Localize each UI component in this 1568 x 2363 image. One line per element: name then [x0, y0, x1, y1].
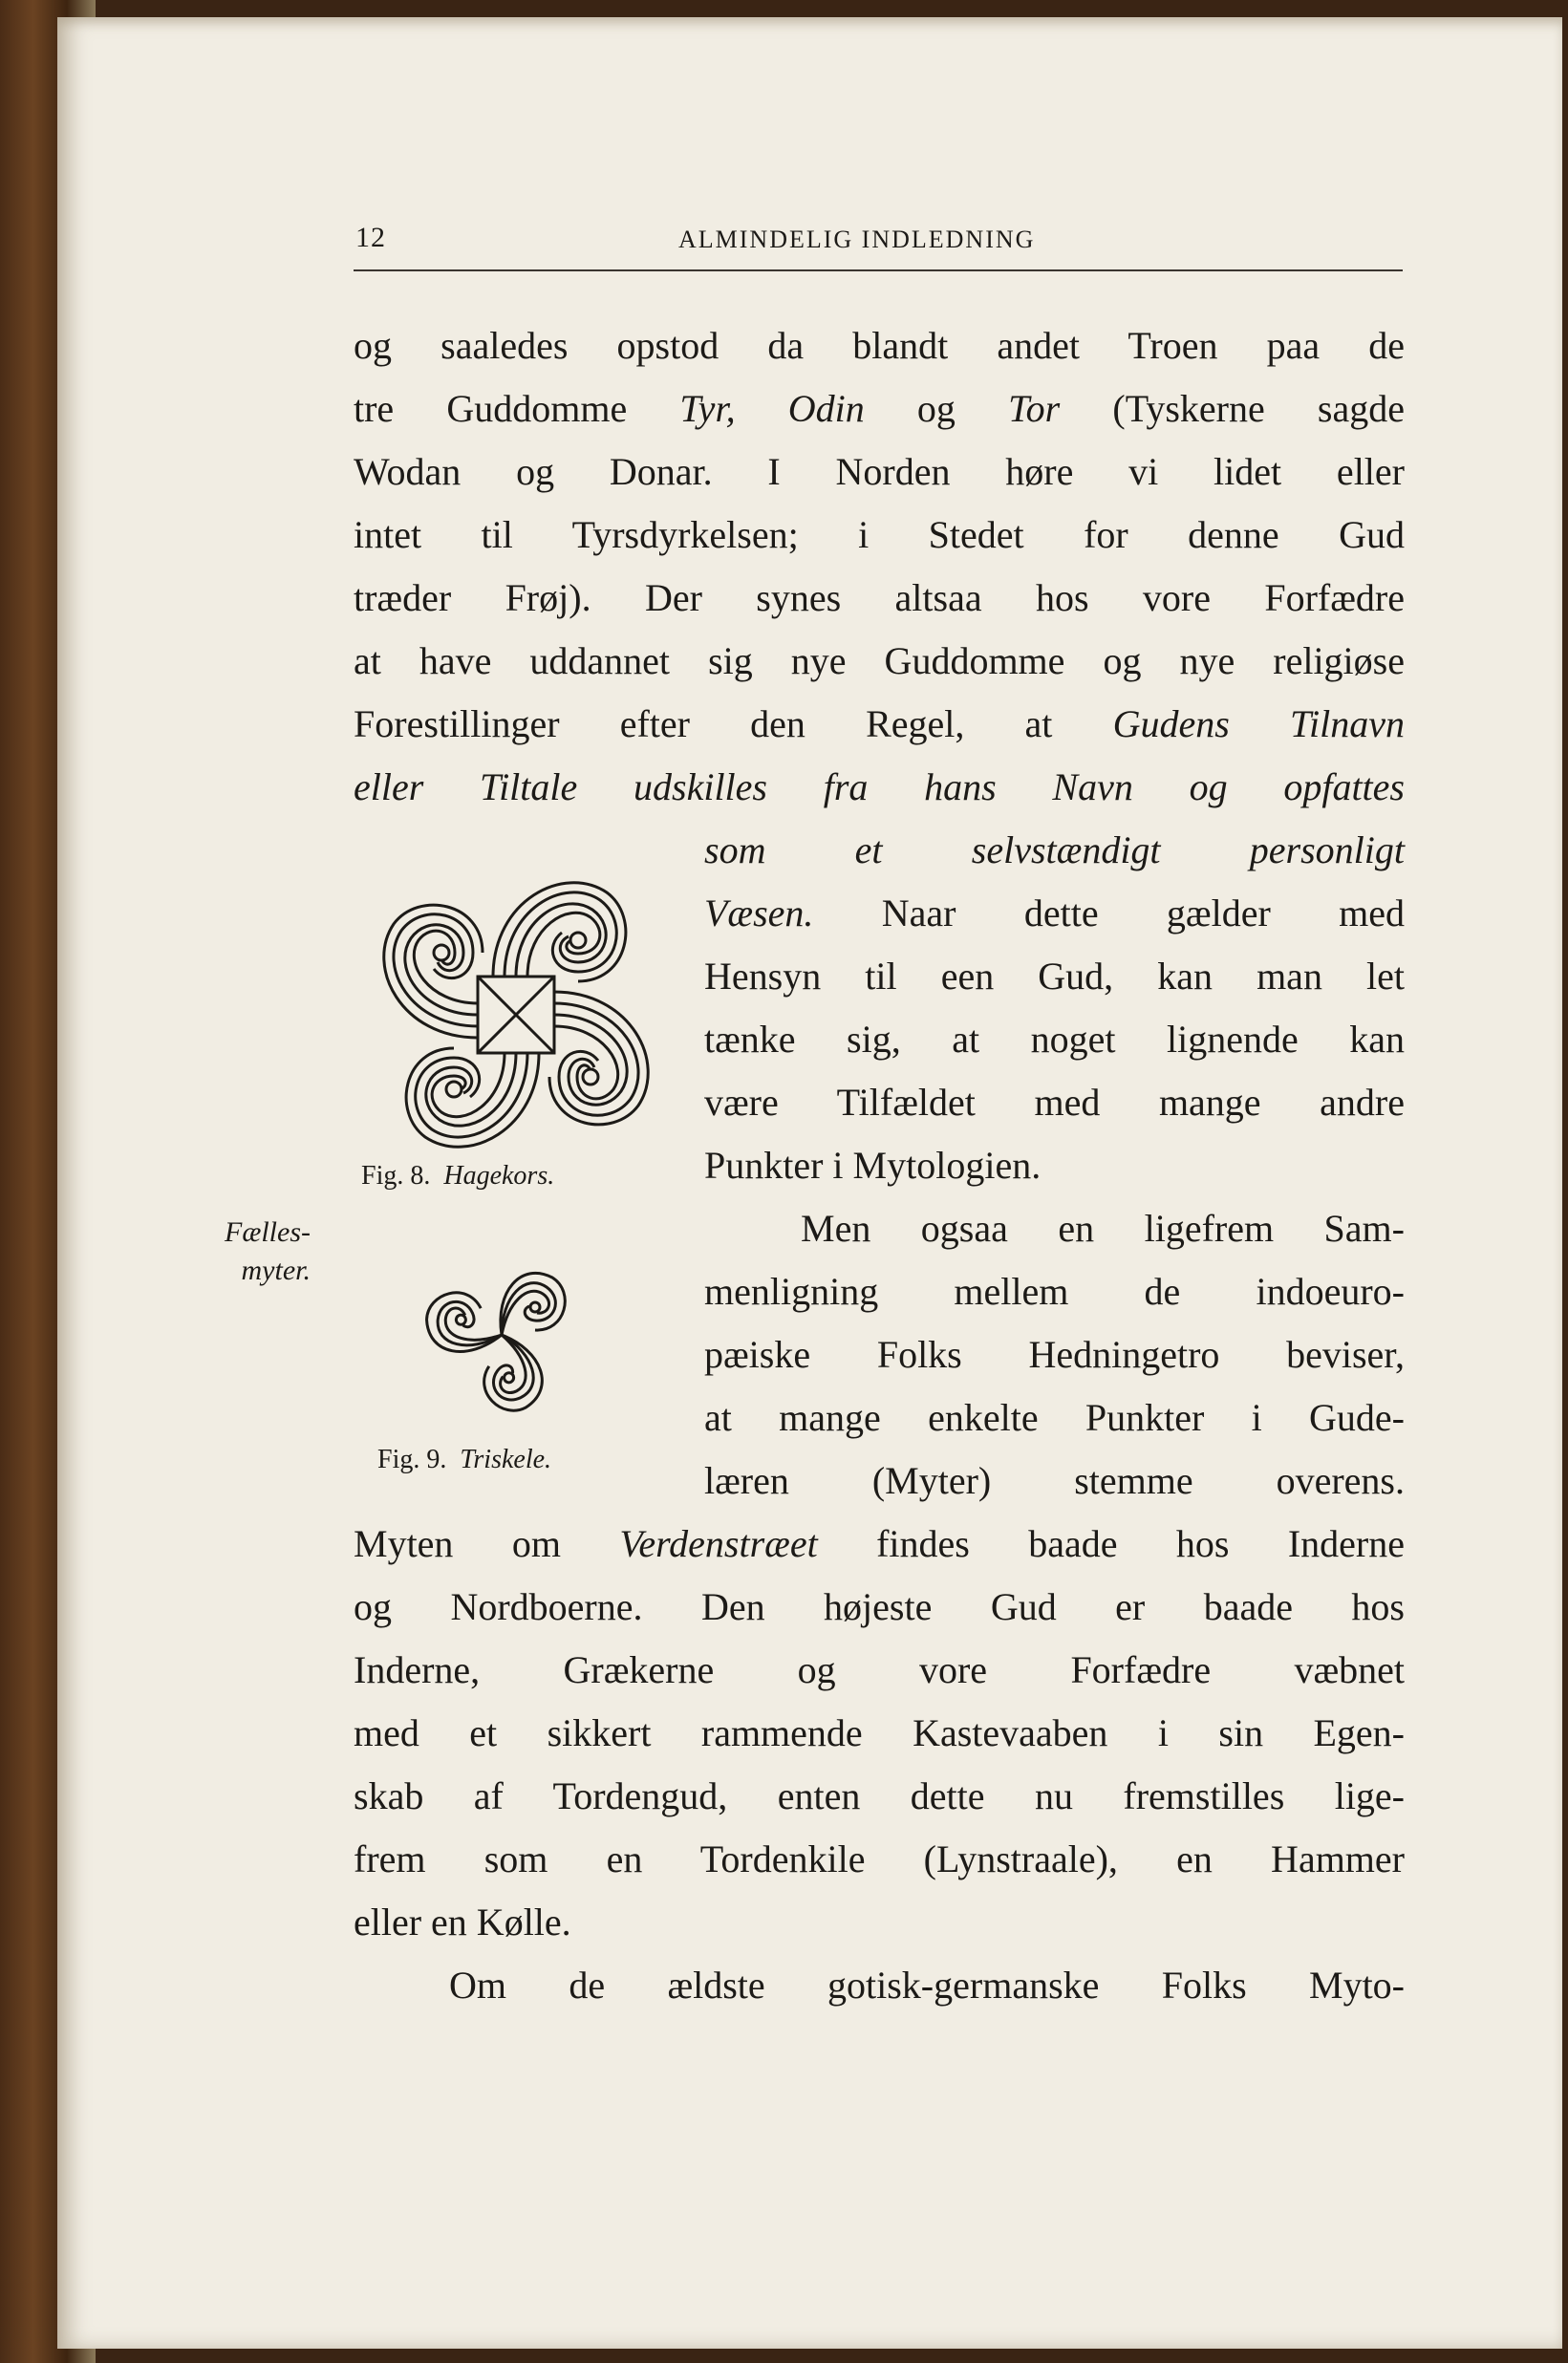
text-line: og Nordboerne. Den højeste Gud er baade hos	[354, 1585, 1405, 1628]
text-line: at mange enkelte Punkter i Gude-	[704, 1396, 1405, 1439]
page-number: 12	[355, 222, 386, 253]
text-line: læren (Myter) stemme overens.	[704, 1459, 1405, 1502]
text-line: Inderne, Grækerne og vore Forfædre væbnet	[354, 1648, 1405, 1691]
running-title: ALMINDELIG INDLEDNING	[678, 226, 1036, 253]
text-line: træder Frøj). Der synes altsaa hos vore Forfædre	[354, 576, 1405, 619]
text-line: eller Tiltale udskilles fra hans Navn og opfattes	[354, 765, 1405, 808]
text-line: Væsen. Naar dette gælder med	[704, 891, 1405, 934]
text-line: tænke sig, at noget lignende kan	[704, 1018, 1405, 1061]
text-line: Om de ældste gotisk-germanske Folks Myto-	[449, 1964, 1405, 2007]
text-line: med et sikkert rammende Kastevaaben i sin Egen-	[354, 1711, 1405, 1754]
text-line: Myten om Verdenstræet findes baade hos Inderne	[354, 1522, 1406, 1565]
text-line: at have uddannet sig nye Guddomme og nye religiøse	[354, 639, 1405, 682]
text-line: som et selvstændigt personligt	[704, 828, 1405, 871]
text-line: Punkter i Mytologien.	[704, 1144, 1042, 1187]
text-line: være Tilfældet med mange andre	[704, 1081, 1405, 1124]
text-line: pæiske Folks Hedningetro beviser,	[704, 1333, 1405, 1376]
figure-caption: Fig. 8. Hagekors.	[361, 1161, 555, 1191]
text-line: skab af Tordengud, enten dette nu fremstilles lige-	[354, 1774, 1405, 1817]
text-line: Wodan og Donar. I Norden høre vi lidet eller	[354, 450, 1405, 493]
hagekors-figure	[373, 871, 659, 1158]
text-line: Forestillinger efter den Regel, at Gudens Tilnavn	[354, 702, 1405, 745]
triskele-figure	[420, 1254, 583, 1416]
margin-note: Fælles- myter.	[225, 1216, 311, 1286]
text-line: Hensyn til een Gud, kan man let	[704, 955, 1405, 998]
text-line: tre Guddomme Tyr, Odin og Tor (Tyskerne sagde	[354, 387, 1406, 430]
text-line: og saaledes opstod da blandt andet Troen paa de	[354, 324, 1405, 367]
text-line: intet til Tyrsdyrkelsen; i Stedet for denne Gud	[354, 513, 1405, 556]
figure-caption: Fig. 9. Triskele.	[377, 1445, 552, 1474]
text-line: menligning mellem de indoeuro-	[704, 1270, 1405, 1313]
running-header	[354, 216, 1403, 271]
text-line: Men ogsaa en ligefrem Sam-	[801, 1207, 1405, 1250]
text-line: eller en Kølle.	[354, 1901, 571, 1944]
text-line: frem som en Tordenkile (Lynstraale), en Hammer	[354, 1837, 1405, 1880]
